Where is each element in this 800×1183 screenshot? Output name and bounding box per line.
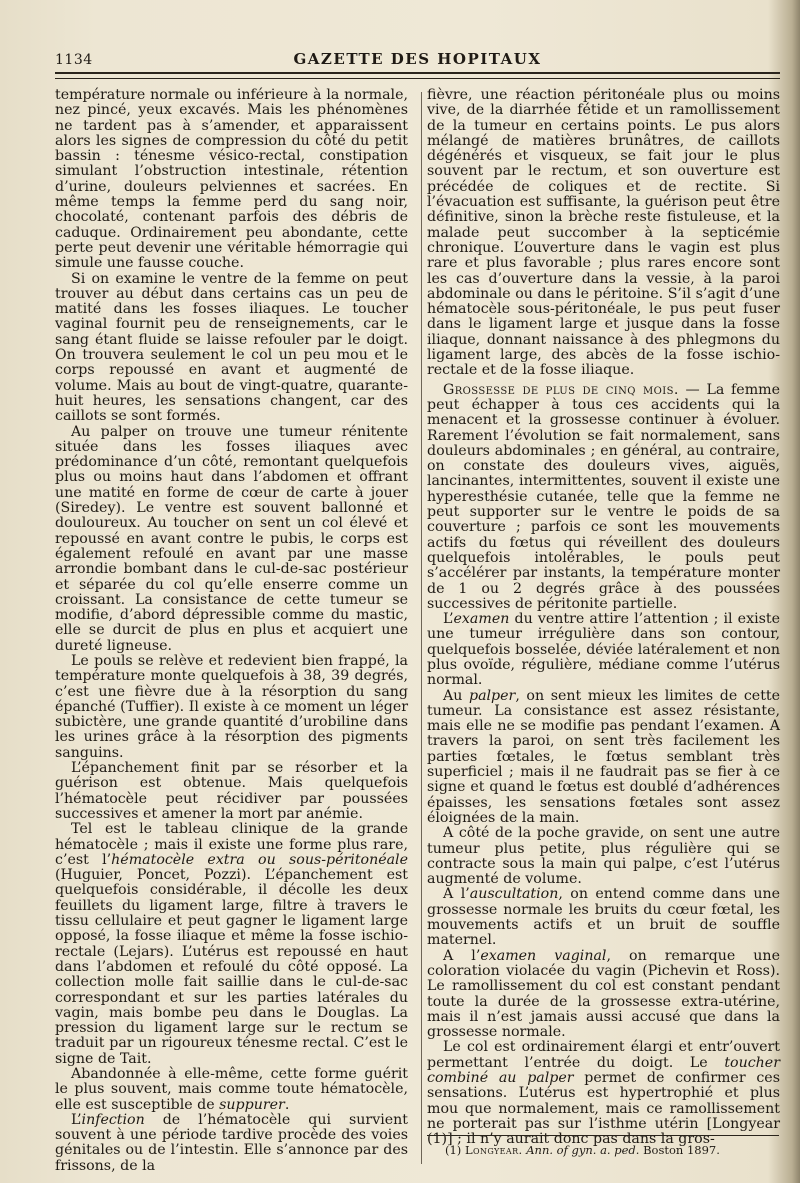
italic-term: infection — [81, 1111, 145, 1128]
section-paragraph — [427, 383, 780, 612]
text-run: Abandonnée à elle-même, cette forme guérit le plus souvent, mais comme toute hématocèle, elle est susceptible de — [55, 1066, 408, 1113]
paragraph — [427, 689, 780, 827]
italic-term: hématocèle extra ou sous-péritonéale — [111, 851, 408, 868]
text-run: A l’ — [443, 947, 481, 964]
paragraph: température normale ou inférieure à la normale, nez pincé, yeux excavés. Mais les phénomènes ne tardent pas à s’amender, et apparaissent alors les signes de compression du côté du petit bassin : ténesme vésico-rectal, constipation simulant l’obstruction intestinale, rétention d’urine, douleurs pelviennes et sacrées. En même temps la femme perd du sang noir, chocolaté, contenant parfois des débris de caduque. Ordinairement peu abondante, cette perte peut devenir une véritable hémorragie qui simule une fausse couche. — [55, 87, 408, 272]
text-run: du ventre attire l’attention ; il existe une tumeur irrégulière dans son contour, quelquefois bosselée, déviée latéralement et non plus ovoïde, régulière, médiane comme l’utérus normal. — [427, 611, 780, 689]
text-run: L’ — [71, 1111, 82, 1128]
section-heading: Grossesse de plus de cinq mois. — [443, 381, 679, 398]
footnote-marker: (1) — [445, 1143, 465, 1157]
paragraph — [427, 887, 780, 948]
paragraph — [427, 949, 780, 1041]
italic-term: suppurer — [219, 1096, 285, 1113]
text-run: , on entend comme dans une grossesse normale les bruits du cœur fœtal, les mouvements actifs et un bruit de souffle maternel. — [427, 886, 780, 949]
footnote — [445, 1143, 780, 1158]
paragraph — [55, 822, 408, 1067]
text-run: — La femme peut échapper à tous ces accidents qui la menacent et la grossesse continuer à évoluer. Rarement l’évolution se fait normalement, sans douleurs abdominales ; en général, au contraire, on constate des douleurs vives, aiguës, lancinantes, intermittentes, souvent il existe une hyperesthésie cutanée, telle que la femme ne peut supporter sur le ventre le poids de sa couverture ; parfois ce sont les mouvements actifs du fœtus qui réveillent des douleurs quelquefois intolérables, le pouls peut s’accélérer par instants, la température monter de 1 ou 2 degrés grâce à des poussées successives de péritonite partielle. — [427, 381, 780, 612]
text-run: de l’hématocèle qui survient souvent à une période tardive procède des voies génitales ou de l’intestin. Elle s’annonce par des frissons, de la — [55, 1111, 408, 1174]
paragraph: Au palper on trouve une tumeur rénitente située dans les fosses iliaques avec prédominance d’un côté, remontant quelquefois plus ou moins haut dans l’abdomen et offrant une matité en forme de cœur de carte à jouer (Siredey). Le ventre est souvent ballonné et douloureux. Au toucher on sent un col élevé et repoussé en avant contre le pubis, le corps est également refoulé en avant par une masse arrondie bombant dans le cul-de-sac postérieur et séparée du col qu’elle enserre comme un croissant. La consistance de cette tumeur se modifie, d’abord dépressible comme du mastic, elle se durcit de plus en plus et acquiert une dureté ligneuse. — [55, 423, 408, 654]
paragraph — [55, 1067, 408, 1113]
text-run: , on remarque une coloration violacée du vagin (Pichevin et Ross). Le ramollissement du col est constant pendant toute la durée de la grossesse extra-utérine, mais il n’est jamais aussi accusé que dans la grossesse normale. — [427, 947, 780, 1041]
left-column — [55, 88, 408, 1174]
text-run: L’ — [443, 611, 454, 628]
italic-term: examen — [453, 611, 510, 628]
text-run: Tel est le tableau clinique de la grande hématocèle ; mais il existe une forme plus rare, c’est l’ — [55, 821, 408, 868]
text-run: permet de confirmer ces sensations. L’utérus est hypertrophié et plus mou que normalement, mais ce ramollissement ne porterait pas sur l’isthme utérin [Longyear (1)] ; il n’y aurait donc pas dans la gros- — [427, 1070, 780, 1148]
text-run: Le col est ordinairement élargi et entr’ouvert permettant l’entrée du doigt. Le — [427, 1039, 780, 1071]
header-rule-thick — [55, 72, 780, 74]
text-run: (Huguier, Poncet, Pozzi). L’épanchement est quelquefois considérable, il décolle les deux feuillets du ligament large, filtre à travers le tissu cellulaire et peut gagner le ligament large opposé, la fosse iliaque et même la fosse ischio-rectale (Lejars). L’utérus est repoussé en haut dans l’abdomen et refoulé du côté opposé. La collection molle fait saillie dans le cul-de-sac correspondant et sur les parties latérales du vagin, mais bombe peu dans le Douglas. La pression du ligament large sur le rectum se traduit par un rigoureux ténesme rectal. C’est le signe de Tait. — [55, 867, 408, 1067]
italic-term: examen vaginal — [480, 947, 607, 964]
paragraph — [427, 1040, 780, 1147]
right-column — [427, 88, 780, 1147]
footnote-source: Ann. of gyn. a. ped. — [526, 1143, 640, 1157]
column-divider — [421, 92, 422, 1164]
paragraph — [55, 1113, 408, 1174]
text-run: Au — [443, 687, 469, 704]
page-number: 1134 — [55, 52, 93, 68]
text-run: A l’ — [443, 886, 470, 903]
footnote-details: Boston 1897. — [639, 1143, 720, 1157]
paragraph: fièvre, une réaction péritonéale plus ou moins vive, de la diarrhée fétide et un ramollissement de la tumeur en certains points. Le pus alors mélangé de matières brunâtres, de caillots dégénérés et visqueux, se fait jour le plus souvent par le rectum, et son ouverture est précédée de coliques et de rectite. Si l’évacuation est suffisante, la guérison peut être définitive, sinon la brèche reste fistuleuse, et la malade peut succomber à la septicémie chronique. L’ouverture dans le vagin est plus rare et plus favorable ; plus rares encore sont les cas d’ouverture dans la vessie, à la paroi abdominale ou dans le péritoine. S’il s’agit d’une hématocèle sous-péritonéale, le pus peut fuser dans le ligament large et jusque dans la fosse iliaque, donnant naissance à des phlegmons du ligament large, des abcès de la fosse ischio-rectale et de la fosse iliaque. — [427, 87, 780, 379]
journal-title: GAZETTE DES HOPITAUX — [293, 50, 542, 68]
footnote-author: Longyear. — [464, 1143, 523, 1157]
paragraph — [427, 612, 780, 688]
text-run: . — [284, 1096, 290, 1113]
paragraph: L’épanchement finit par se résorber et la guérison est obtenue. Mais quelquefois l’hématocèle peut récidiver par poussées successives et amener la mort par anémie. — [55, 760, 408, 822]
paragraph: A côté de la poche gravide, on sent une autre tumeur plus petite, plus régulière qui se contracte sous la main qui palpe, c’est l’utérus augmenté de volume. — [427, 825, 780, 888]
italic-term: palper — [468, 687, 516, 704]
italic-term: auscultation — [469, 886, 559, 903]
paragraph: Si on examine le ventre de la femme on peut trouver au début dans certains cas un peu de matité dans les fosses iliaques. Le toucher vaginal fournit peu de renseignements, car le sang étant fluide se laisse refouler par le doigt. On trouvera seulement le col un peu mou et le corps repoussé en avant et augmenté de volume. Mais au bout de vingt-quatre, quarante-huit heures, les sensations changent, car des caillots se sont formés. — [55, 270, 408, 425]
footnote-rule — [427, 1135, 779, 1136]
italic-term: toucher combiné au palper — [427, 1054, 780, 1086]
text-run: , on sent mieux les limites de cette tumeur. La consistance est assez résistante, mais elle ne se modifie pas pendant l’examen. A travers la paroi, on sent très facilement les parties fœtales, le fœtus semblant très superficiel ; mais il ne faudrait pas se fier à ce signe et quand le fœtus est doublé d’adhérences épaisses, les sensations fœtales sont assez éloignées de la main. — [427, 687, 780, 826]
header-rule-thin — [55, 78, 780, 79]
paragraph: Le pouls se relève et redevient bien frappé, la température monte quelquefois à 38, 39 degrés, c’est une fièvre due à la résorption du sang épanché (Tuffier). Il existe à ce moment un léger subictère, une grande quantité d’urobiline dans les urines grâce à la résorption des pigments sanguins. — [55, 652, 408, 761]
page-header — [55, 48, 780, 72]
